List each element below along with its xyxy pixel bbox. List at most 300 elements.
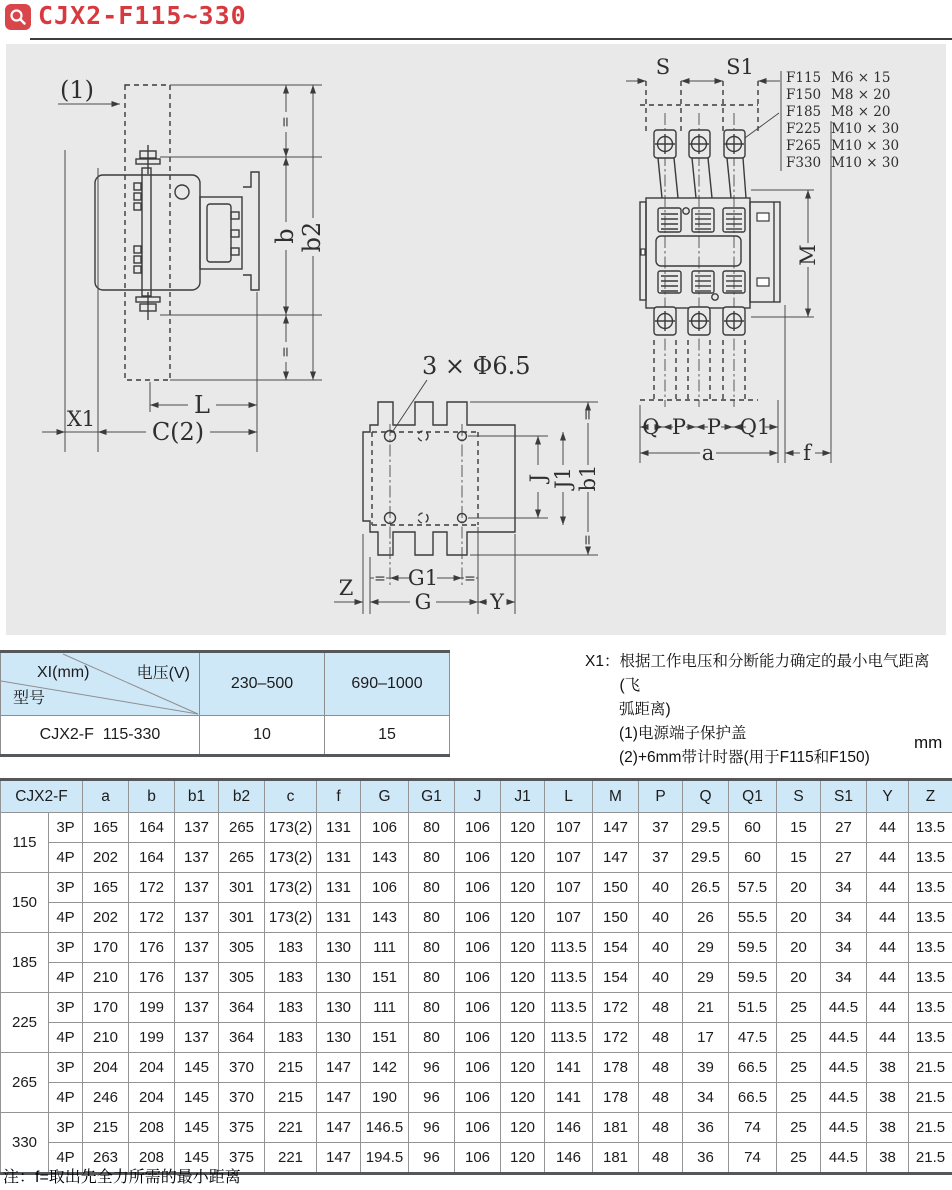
dim-value-cell: 106 [455, 963, 501, 993]
dim-value-cell: 106 [455, 843, 501, 873]
dim-value-cell: 80 [409, 993, 455, 1023]
dim-value-cell: 13.5 [909, 873, 952, 903]
model-axis-label: 型号 [13, 690, 46, 707]
contactor-body-side [95, 175, 200, 290]
footer-note: 注：f=取出先全力所需的最小距离 [3, 1169, 241, 1186]
dim-col-header: b2 [219, 780, 265, 813]
x1-note-line1: 根据工作电压和分断能力确定的最小电气距离(飞 [619, 653, 930, 694]
diagonal-header-cell [1, 652, 200, 716]
accessory-outline [125, 85, 170, 380]
x1-note-line2: 弧距离) [619, 701, 671, 718]
dim-value-cell: 106 [455, 873, 501, 903]
dim-value-cell: 150 [593, 903, 639, 933]
pole-cell: 3P [49, 813, 83, 843]
dim-value-cell: 176 [129, 963, 175, 993]
dim-value-cell: 25 [777, 1053, 821, 1083]
equal-mark: = [278, 346, 294, 358]
model-cell: 330 [1, 1113, 49, 1174]
dim-value-cell: 106 [455, 1113, 501, 1143]
dim-value-cell: 13.5 [909, 903, 952, 933]
dim-value-cell: 96 [409, 1083, 455, 1113]
dim-value-cell: 25 [777, 1113, 821, 1143]
dim-value-cell: 25 [777, 1083, 821, 1113]
dim-value-cell: 130 [317, 933, 361, 963]
dim-value-cell: 190 [361, 1083, 409, 1113]
dim-value-cell: 146 [545, 1143, 593, 1174]
dim-value-cell: 120 [501, 813, 545, 843]
mounting-bracket [243, 172, 259, 290]
dim-value-cell: 40 [639, 873, 683, 903]
voltage-range-header: 690–1000 [325, 652, 450, 716]
dim-value-cell: 204 [129, 1083, 175, 1113]
dim-value-cell: 111 [361, 993, 409, 1023]
dim-value-cell: 141 [545, 1053, 593, 1083]
dim-value-cell: 74 [729, 1113, 777, 1143]
dim-value-cell: 48 [639, 1053, 683, 1083]
dim-value-cell: 44 [867, 1023, 909, 1053]
dim-value-cell: 15 [777, 843, 821, 873]
dim-value-cell: 137 [175, 903, 219, 933]
dim-value-cell: 113.5 [545, 993, 593, 1023]
dim-value-cell: 44.5 [821, 1143, 867, 1174]
dim-value-cell: 34 [821, 963, 867, 993]
dim-value-cell: 173(2) [265, 873, 317, 903]
dim-value-cell: 147 [317, 1113, 361, 1143]
dim-value-cell: 96 [409, 1053, 455, 1083]
dim-value-cell: 137 [175, 873, 219, 903]
dim-value-cell: 170 [83, 933, 129, 963]
dim-label-f: f [803, 441, 811, 465]
dim-value-cell: 204 [129, 1053, 175, 1083]
dim-value-cell: 199 [129, 1023, 175, 1053]
dim-col-header: b [129, 780, 175, 813]
bolt-spec-model: F115 [786, 70, 822, 86]
dim-value-cell: 36 [683, 1143, 729, 1174]
side-view-drawing [30, 60, 350, 460]
dim-value-cell: 40 [639, 933, 683, 963]
dim-value-cell: 106 [455, 1083, 501, 1113]
bolt-spec-size: M8 × 20 [831, 87, 891, 103]
dim-value-cell: 137 [175, 1023, 219, 1053]
dim-value-cell: 27 [821, 843, 867, 873]
dim-value-cell: 147 [317, 1083, 361, 1113]
equal-mark: = [278, 116, 294, 128]
dim-value-cell: 199 [129, 993, 175, 1023]
equal-mark: = [580, 409, 596, 421]
bolt-spec-list [786, 70, 899, 171]
dim-value-cell: 370 [219, 1053, 265, 1083]
dim-value-cell: 120 [501, 1023, 545, 1053]
dim-value-cell: 57.5 [729, 873, 777, 903]
dim-label-b1: b1 [576, 464, 600, 492]
dim-value-cell: 172 [129, 903, 175, 933]
dim-value-cell: 51.5 [729, 993, 777, 1023]
dim-col-header: a [83, 780, 129, 813]
dim-value-cell: 145 [175, 1143, 219, 1174]
dim-value-cell: 137 [175, 843, 219, 873]
dim-col-header: Q [683, 780, 729, 813]
table-row [1, 1083, 952, 1113]
dim-value-cell: 183 [265, 1023, 317, 1053]
bolt-spec-model: F185 [786, 104, 822, 120]
dim-value-cell: 107 [545, 813, 593, 843]
dim-table-title: CJX2-F [1, 780, 83, 813]
dim-value-cell: 29 [683, 963, 729, 993]
dim-value-cell: 37 [639, 843, 683, 873]
dim-value-cell: 106 [455, 993, 501, 1023]
dim-value-cell: 21.5 [909, 1143, 952, 1174]
dim-value-cell: 141 [545, 1083, 593, 1113]
dim-value-cell: 164 [129, 843, 175, 873]
dim-value-cell: 20 [777, 963, 821, 993]
dim-label-a: a [701, 441, 715, 465]
dim-value-cell: 25 [777, 1023, 821, 1053]
equal-mark: = [464, 571, 476, 587]
dim-value-cell: 34 [821, 873, 867, 903]
equal-mark: = [374, 571, 386, 587]
dim-col-header: b1 [175, 780, 219, 813]
dim-value-cell: 113.5 [545, 963, 593, 993]
bottom-terminals [654, 307, 745, 335]
bolt-spec-model: F330 [786, 155, 822, 171]
dim-label-J: J [526, 473, 550, 483]
dim-value-cell: 60 [729, 813, 777, 843]
dim-value-cell: 48 [639, 1143, 683, 1174]
model-cell: 115 [1, 813, 49, 873]
dim-value-cell: 80 [409, 843, 455, 873]
dim-value-cell: 305 [219, 963, 265, 993]
dim-value-cell: 15 [777, 813, 821, 843]
dim-value-cell: 113.5 [545, 933, 593, 963]
bolt-spec-model: F265 [786, 138, 822, 154]
dim-label-M: M [796, 244, 820, 266]
dim-label-P: P [671, 415, 687, 439]
table-row [1, 873, 952, 903]
dim-value-cell: 21.5 [909, 1113, 952, 1143]
bolt-spec-model: F150 [786, 87, 822, 103]
dim-value-cell: 204 [83, 1053, 129, 1083]
unit-label: mm [914, 733, 943, 752]
dim-value-cell: 172 [593, 1023, 639, 1053]
table-row [1, 813, 952, 843]
dim-value-cell: 39 [683, 1053, 729, 1083]
top-terminals [654, 130, 746, 198]
dim-value-cell: 120 [501, 1083, 545, 1113]
dim-value-cell: 29.5 [683, 843, 729, 873]
table-row [1, 1113, 952, 1143]
dim-value-cell: 25 [777, 1143, 821, 1174]
dim-label-b: b [271, 228, 299, 244]
dim-value-cell: 96 [409, 1113, 455, 1143]
x1-note-label: X1： [585, 653, 620, 670]
dim-value-cell: 26.5 [683, 873, 729, 903]
dim-value-cell: 202 [83, 903, 129, 933]
dim-value-cell: 143 [361, 843, 409, 873]
dim-value-cell: 13.5 [909, 843, 952, 873]
dim-value-cell: 80 [409, 813, 455, 843]
bolt-spec-size: M10 × 30 [831, 121, 900, 137]
dim-value-cell: 178 [593, 1083, 639, 1113]
dim-value-cell: 120 [501, 843, 545, 873]
dim-value-cell: 164 [129, 813, 175, 843]
dim-value-cell: 120 [501, 1113, 545, 1143]
dimension-table [0, 778, 952, 1175]
dim-value-cell: 44.5 [821, 993, 867, 1023]
dim-value-cell: 147 [593, 813, 639, 843]
dim-value-cell: 106 [455, 1143, 501, 1174]
dim-label-L: L [194, 391, 210, 419]
dim-value-cell: 183 [265, 993, 317, 1023]
xi-axis-label: XI(mm) [37, 664, 90, 681]
nameplate-area [656, 236, 741, 266]
dim-label-S1: S1 [726, 55, 754, 79]
dim-value-cell: 183 [265, 963, 317, 993]
dim-value-cell: 178 [593, 1053, 639, 1083]
dim-value-cell: 111 [361, 933, 409, 963]
dim-value-cell: 80 [409, 903, 455, 933]
bolt-spec-size: M6 × 15 [831, 70, 891, 86]
dim-col-header: M [593, 780, 639, 813]
dim-value-cell: 37 [639, 813, 683, 843]
dim-value-cell: 154 [593, 963, 639, 993]
dim-value-cell: 215 [83, 1113, 129, 1143]
dim-value-cell: 59.5 [729, 933, 777, 963]
dim-label-P: P [706, 415, 722, 439]
mounting-plate-outline [363, 402, 515, 555]
xi-value-cell: 10 [200, 716, 325, 756]
dim-value-cell: 55.5 [729, 903, 777, 933]
arc-distance-table [0, 650, 450, 757]
dim-value-cell: 137 [175, 993, 219, 1023]
dim-value-cell: 107 [545, 843, 593, 873]
dim-table-body [1, 813, 952, 1174]
dim-col-header: Y [867, 780, 909, 813]
note-line3: (1)电源端子保护盖 [619, 725, 747, 742]
dim-value-cell: 106 [455, 933, 501, 963]
dim-label-Y: Y [490, 590, 504, 614]
dim-col-header: S1 [821, 780, 867, 813]
dim-value-cell: 150 [593, 873, 639, 903]
dim-value-cell: 44 [867, 903, 909, 933]
dim-label-b2: b2 [298, 221, 326, 253]
table-row [1, 903, 952, 933]
dim-value-cell: 165 [83, 873, 129, 903]
xi-value-cell: 15 [325, 716, 450, 756]
dim-value-cell: 47.5 [729, 1023, 777, 1053]
dim-value-cell: 106 [361, 813, 409, 843]
dim-value-cell: 151 [361, 1023, 409, 1053]
dim-value-cell: 27 [821, 813, 867, 843]
pole-cell: 3P [49, 993, 83, 1023]
dim-value-cell: 106 [455, 1053, 501, 1083]
dim-col-header: Q1 [729, 780, 777, 813]
dim-label-Z: Z [338, 576, 354, 600]
dim-label-Q1: Q1 [739, 415, 771, 439]
dim-label-S: S [655, 55, 671, 79]
page-title: CJX2-F115~330 [38, 1, 247, 30]
dim-value-cell: 165 [83, 813, 129, 843]
dim-value-cell: 181 [593, 1143, 639, 1174]
equal-mark: = [580, 534, 596, 546]
dim-value-cell: 208 [129, 1143, 175, 1174]
dim-value-cell: 145 [175, 1083, 219, 1113]
pole-cell: 3P [49, 1053, 83, 1083]
dim-value-cell: 26 [683, 903, 729, 933]
dim-value-cell: 215 [265, 1053, 317, 1083]
dim-col-header: Z [909, 780, 952, 813]
pole-cell: 3P [49, 933, 83, 963]
note-line4: (2)+6mm带计时器(用于F115和F150) [619, 749, 870, 766]
dim-value-cell: 301 [219, 873, 265, 903]
bolt-spec-size: M10 × 30 [831, 155, 900, 171]
dim-value-cell: 120 [501, 1143, 545, 1174]
dim-col-header: S [777, 780, 821, 813]
dim-value-cell: 80 [409, 1023, 455, 1053]
dim-value-cell: 265 [219, 813, 265, 843]
dim-value-cell: 74 [729, 1143, 777, 1174]
dim-value-cell: 173(2) [265, 843, 317, 873]
bolt-spec-model: F225 [786, 121, 822, 137]
dim-label-J1: J1 [551, 467, 575, 489]
table-row [1, 1053, 952, 1083]
dim-value-cell: 48 [639, 1113, 683, 1143]
dim-value-cell: 106 [455, 813, 501, 843]
dim-value-cell: 215 [265, 1083, 317, 1113]
dim-value-cell: 130 [317, 963, 361, 993]
dim-value-cell: 210 [83, 1023, 129, 1053]
dim-value-cell: 131 [317, 813, 361, 843]
dim-value-cell: 80 [409, 933, 455, 963]
dim-value-cell: 44 [867, 963, 909, 993]
table-row [1, 1023, 952, 1053]
model-cell: 225 [1, 993, 49, 1053]
dim-value-cell: 107 [545, 873, 593, 903]
dim-value-cell: 147 [317, 1053, 361, 1083]
dim-value-cell: 60 [729, 843, 777, 873]
dim-value-cell: 208 [129, 1113, 175, 1143]
dim-value-cell: 113.5 [545, 1023, 593, 1053]
table-row [1, 716, 450, 756]
dim-header-row [1, 780, 952, 813]
dim-value-cell: 146 [545, 1113, 593, 1143]
dim-value-cell: 120 [501, 963, 545, 993]
dim-col-header: P [639, 780, 683, 813]
dim-value-cell: 13.5 [909, 963, 952, 993]
dim-value-cell: 137 [175, 963, 219, 993]
model-cell: 150 [1, 873, 49, 933]
dim-value-cell: 375 [219, 1113, 265, 1143]
dim-value-cell: 80 [409, 963, 455, 993]
pole-cell: 4P [49, 843, 83, 873]
pole-cell: 4P [49, 903, 83, 933]
dim-value-cell: 147 [317, 1143, 361, 1174]
dim-value-cell: 145 [175, 1053, 219, 1083]
dim-value-cell: 137 [175, 933, 219, 963]
dim-value-cell: 120 [501, 933, 545, 963]
dim-value-cell: 48 [639, 1083, 683, 1113]
dim-value-cell: 170 [83, 993, 129, 1023]
dim-value-cell: 364 [219, 1023, 265, 1053]
dim-value-cell: 21.5 [909, 1083, 952, 1113]
pole-cell: 4P [49, 1023, 83, 1053]
model-cell: 185 [1, 933, 49, 993]
dim-value-cell: 38 [867, 1143, 909, 1174]
voltage-axis-label: 电压(V) [136, 665, 190, 682]
dim-value-cell: 106 [455, 903, 501, 933]
dim-value-cell: 301 [219, 903, 265, 933]
dim-value-cell: 173(2) [265, 903, 317, 933]
pole-cell: 3P [49, 873, 83, 903]
magnifier-icon [5, 4, 31, 30]
bolt-spec-size: M8 × 20 [831, 104, 891, 120]
dim-col-header: f [317, 780, 361, 813]
dim-value-cell: 151 [361, 963, 409, 993]
dim-value-cell: 17 [683, 1023, 729, 1053]
dim-value-cell: 143 [361, 903, 409, 933]
dim-value-cell: 120 [501, 1053, 545, 1083]
pole-cell: 4P [49, 1143, 83, 1174]
dim-value-cell: 34 [821, 933, 867, 963]
table-row [1, 993, 952, 1023]
dim-value-cell: 210 [83, 963, 129, 993]
dim-value-cell: 44 [867, 993, 909, 1023]
dim-value-cell: 246 [83, 1083, 129, 1113]
dim-value-cell: 265 [219, 843, 265, 873]
dim-value-cell: 120 [501, 903, 545, 933]
hole-spec-label: 3 × Φ6.5 [422, 352, 531, 380]
table-row [1, 843, 952, 873]
dim-value-cell: 181 [593, 1113, 639, 1143]
dim-value-cell: 34 [821, 903, 867, 933]
dim-value-cell: 107 [545, 903, 593, 933]
dim-value-cell: 13.5 [909, 933, 952, 963]
dim-label-G: G [414, 590, 432, 614]
dim-value-cell: 176 [129, 933, 175, 963]
dim-value-cell: 40 [639, 903, 683, 933]
dim-value-cell: 44.5 [821, 1053, 867, 1083]
dim-value-cell: 221 [265, 1143, 317, 1174]
dim-value-cell: 38 [867, 1083, 909, 1113]
dim-value-cell: 44 [867, 873, 909, 903]
dim-value-cell: 120 [501, 873, 545, 903]
dim-label-C2: C(2) [151, 418, 205, 446]
dimension-diagram-panel [6, 44, 946, 635]
dim-value-cell: 183 [265, 933, 317, 963]
dim-value-cell: 130 [317, 993, 361, 1023]
dim-value-cell: 44 [867, 933, 909, 963]
dim-value-cell: 154 [593, 933, 639, 963]
table-row [1, 963, 952, 993]
dim-value-cell: 20 [777, 933, 821, 963]
dim-value-cell: 38 [867, 1053, 909, 1083]
x1-notes [585, 650, 949, 770]
dim-value-cell: 13.5 [909, 1023, 952, 1053]
model-cell: CJX2-F 115-330 [1, 716, 200, 756]
pole-cell: 4P [49, 1083, 83, 1113]
dim-value-cell: 146.5 [361, 1113, 409, 1143]
dim-value-cell: 131 [317, 873, 361, 903]
title-divider [30, 38, 952, 40]
footprint-drawing [330, 340, 610, 630]
dim-value-cell: 263 [83, 1143, 129, 1174]
dim-col-header: G [361, 780, 409, 813]
dim-value-cell: 147 [593, 843, 639, 873]
dim-value-cell: 221 [265, 1113, 317, 1143]
dim-value-cell: 142 [361, 1053, 409, 1083]
dim-value-cell: 173(2) [265, 813, 317, 843]
dim-value-cell: 172 [129, 873, 175, 903]
dim-value-cell: 120 [501, 993, 545, 1023]
